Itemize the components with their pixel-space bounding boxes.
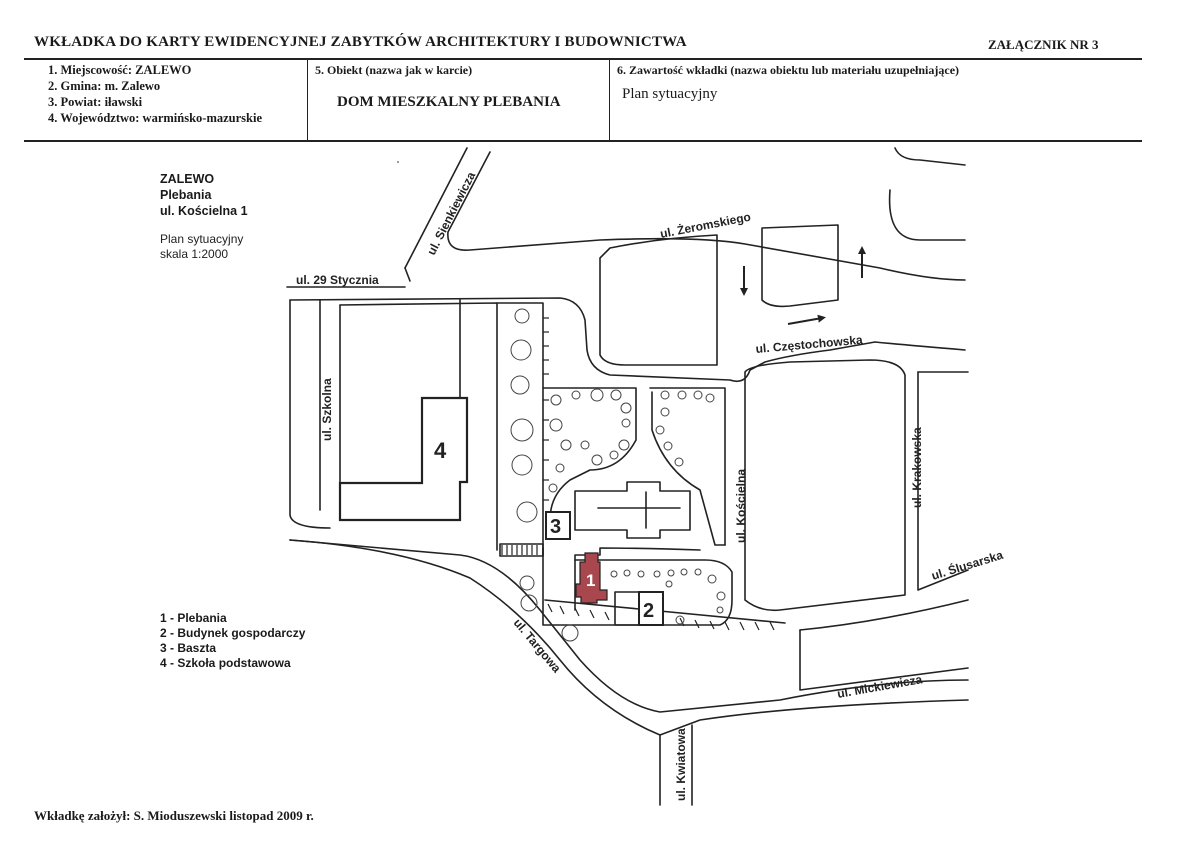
contents-label: 6. Zawartość wkładki (nazwa obiektu lub materiału uzupełniające) [617,63,960,77]
street-zeromskiego-south-edge [448,152,965,280]
map-legend [160,611,305,671]
building-4-school [340,398,467,520]
legend-item-2: 2 - Budynek gospodarczy [160,626,306,640]
street-label-krakowska: ul. Krakowska [910,427,924,508]
block-top-right [890,190,965,240]
street-label-stycznia: ul. 29 Stycznia [296,273,379,287]
legend-item-3: 3 - Baszta [160,641,217,655]
contents-value: Plan sytuacyjny [622,86,718,102]
street-stycznia-south-edge [290,298,965,381]
street-label-czestochowska: ul. Częstochowska [755,332,864,356]
legend-item-4: 4 - Szkoła podstawowa [160,656,291,670]
building-4-number: 4 [434,438,447,463]
map-title-address: ul. Kościelna 1 [160,204,248,218]
object-label: 5. Obiekt (nazwa jak w karcie) [315,63,473,77]
presbytery-plot [543,548,732,625]
street-label-koscielna: ul. Kościelna [734,468,748,543]
location-voivodeship: 4. Województwo: warmińsko-mazurskie [48,111,262,125]
street-label-szkolna: ul. Szkolna [320,378,334,441]
church-plot-west [543,388,636,520]
building-3-number: 3 [550,516,562,538]
location-county: 3. Powiat: iławski [48,95,143,109]
document-title: WKŁADKA DO KARTY EWIDENCYJNEJ ZABYTKÓW ARCHITEKTURY I BUDOWNICTWA [34,34,687,50]
legend-item-1: 1 - Plebania [160,611,227,625]
street-label-sienkiewicza: ul. Sienkiewicza [424,169,479,258]
block-zeromskiego-right [762,225,838,306]
street-label-slusarska: ul. Ślusarska [929,547,1005,583]
object-name: DOM MIESZKALNY PLEBANIA [337,94,561,110]
street-label-zeromskiego: ul. Żeromskiego [658,209,752,241]
street-top-right-corner [895,148,965,165]
street-label-kwiatowa: ul. Kwiatowa [674,728,688,801]
map-subtitle-type: Plan sytuacyjny [160,232,244,246]
location-locality: 1. Miejscowość: ZALEWO [48,63,192,77]
map-title-town: ZALEWO [160,172,215,186]
block-krakowska-east [918,372,968,590]
block-zeromskiego-left [600,235,717,365]
church-building [575,482,690,538]
author-footer: Wkładkę założył: S. Mioduszewski listopad 2009 r. [34,808,314,823]
location-commune: 2. Gmina: m. Zalewo [48,79,161,93]
street-label-targowa: ul. Targowa [510,615,564,676]
block-krakowska-west [745,360,905,610]
map-title-object: Plebania [160,188,212,202]
street-label-mickiewicza: ul. Mickiewicza [836,672,924,701]
map-subtitle-scale: skala 1:2000 [160,247,229,261]
annex-number: ZAŁĄCZNIK NR 3 [988,37,1099,52]
street-targowa-south-edge [290,540,968,735]
building-1-number: 1 [586,571,596,590]
building-2-number: 2 [643,600,655,622]
